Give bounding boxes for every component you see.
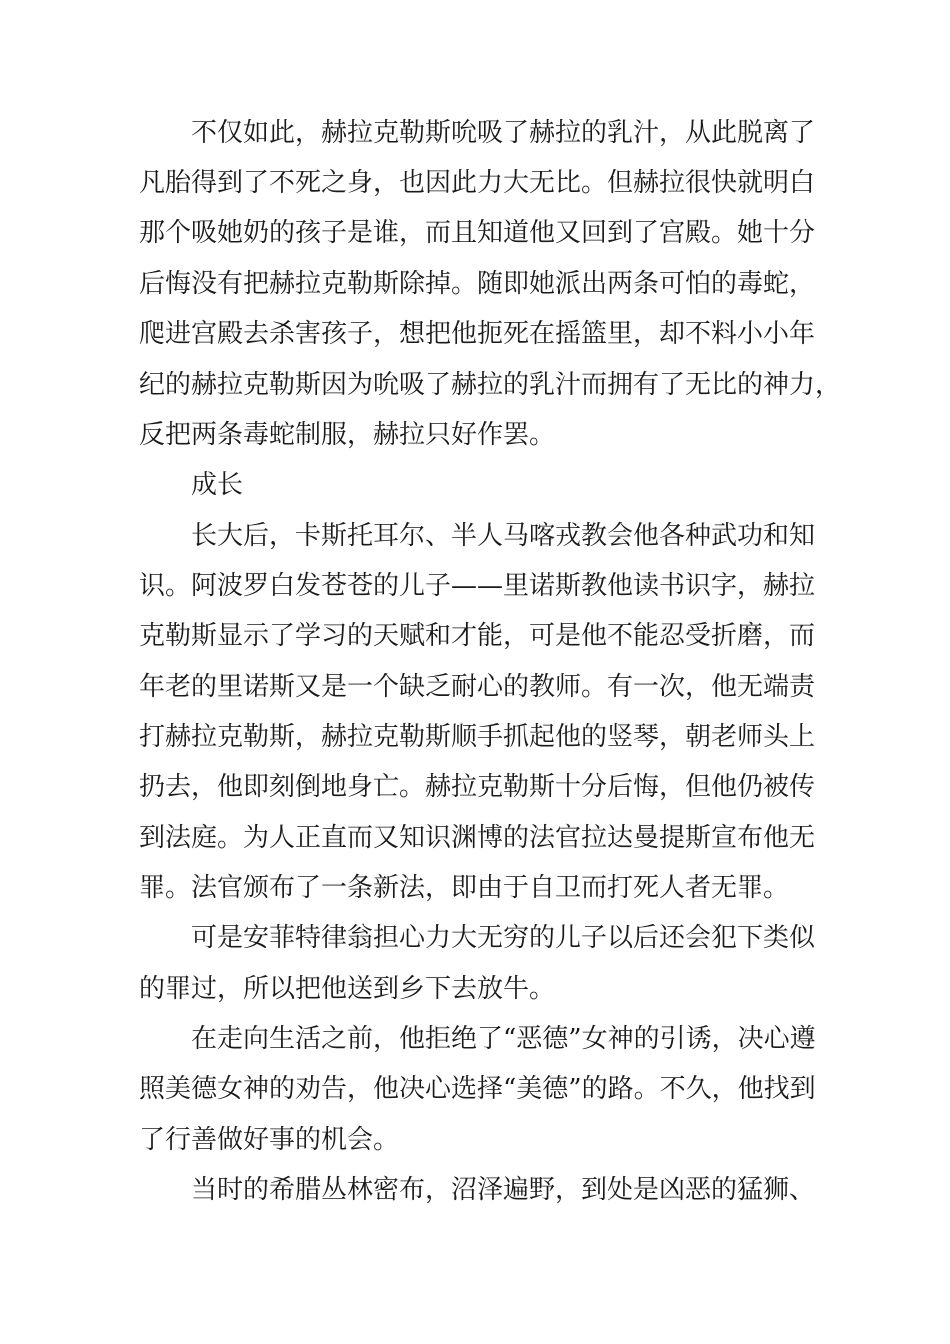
- text-line: 当时的希腊丛林密布，沼泽遍野，到处是凶恶的猛狮、: [191, 1175, 816, 1205]
- text-line: 长大后，卡斯托耳尔、半人马喀戎教会他各种武功和知: [191, 521, 816, 551]
- text-line: 扔去，他即刻倒地身亡。赫拉克勒斯十分后悔，但他仍被传: [139, 772, 816, 802]
- text-line: 到法庭。为人正直而又知识渊博的法官拉达曼提斯宣布他无: [139, 823, 816, 853]
- text-line: 罪。法官颁布了一条新法，即由于自卫而打死人者无罪。: [139, 873, 790, 903]
- text-line: 识。阿波罗白发苍苍的儿子——里诺斯教他读书识字，赫拉: [139, 571, 816, 601]
- text-line: 凡胎得到了不死之身，也因此力大无比。但赫拉很快就明白: [139, 168, 816, 198]
- text-line: 爬进宫殿去杀害孩子，想把他扼死在摇篮里，却不料小小年: [139, 319, 816, 349]
- text-line: 在走向生活之前，他拒绝了“恶德”女神的引诱，决心遵: [191, 1024, 816, 1054]
- text-line: 打赫拉克勒斯，赫拉克勒斯顺手抓起他的竖琴，朝老师头上: [139, 722, 816, 752]
- text-line: 的罪过，所以把他送到乡下去放牛。: [139, 974, 556, 1004]
- text-line: 纪的赫拉克勒斯因为吮吸了赫拉的乳汁而拥有了无比的神力，: [139, 370, 842, 400]
- text-line: 年老的里诺斯又是一个缺乏耐心的教师。有一次，他无端责: [139, 672, 816, 702]
- text-line: 那个吸她奶的孩子是谁，而且知道他又回到了宫殿。她十分: [139, 218, 816, 248]
- text-line: 反把两条毒蛇制服，赫拉只好作罢。: [139, 420, 556, 450]
- text-line: 照美德女神的劝告，他决心选择“美德”的路。不久，他找到: [139, 1074, 816, 1104]
- section-heading: 成长: [191, 470, 244, 500]
- text-line: 克勒斯显示了学习的天赋和才能，可是他不能忍受折磨，而: [139, 621, 816, 651]
- text-line: 了行善做好事的机会。: [139, 1125, 400, 1155]
- text-line: 后悔没有把赫拉克勒斯除掉。随即她派出两条可怕的毒蛇，: [139, 269, 816, 299]
- text-line: 可是安菲特律翁担心力大无穷的儿子以后还会犯下类似: [191, 923, 816, 953]
- text-line: 不仅如此，赫拉克勒斯吮吸了赫拉的乳汁，从此脱离了: [191, 118, 816, 148]
